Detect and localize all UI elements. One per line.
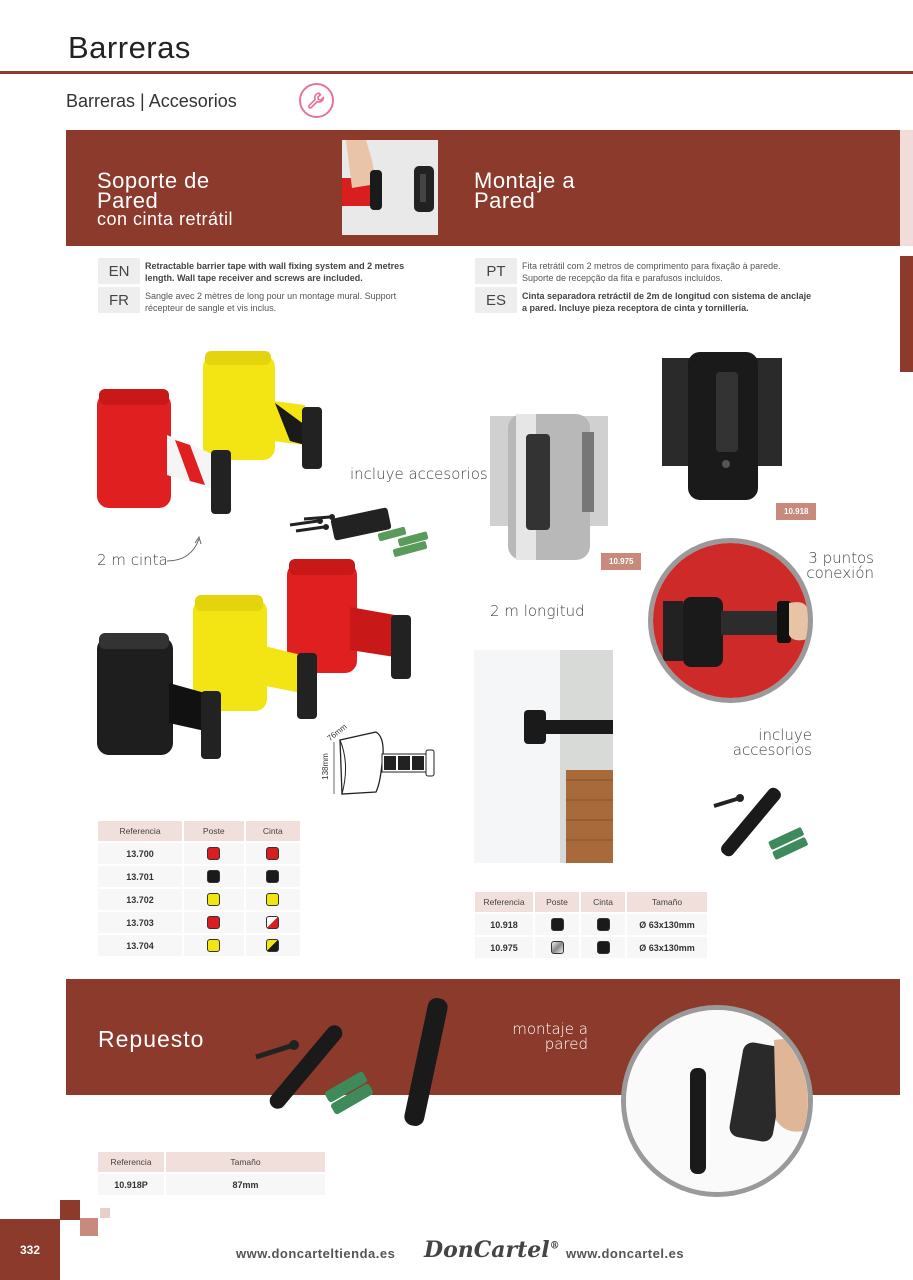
accessories-kit xyxy=(288,505,438,560)
logo-text: DonCartel xyxy=(424,1237,550,1263)
lang-code-en: EN xyxy=(98,258,140,284)
table-row xyxy=(98,866,300,887)
col-header-cinta: Cinta xyxy=(581,892,625,912)
size-cell: Ø 63x130mm xyxy=(627,914,707,935)
page-number: 332 xyxy=(0,1219,60,1280)
col-header-tamano: Tamaño xyxy=(166,1152,325,1172)
ref-cell: 10.918P xyxy=(98,1174,164,1195)
repuesto-table xyxy=(96,1150,327,1197)
color-swatch xyxy=(266,870,279,883)
col-header-referencia: Referencia xyxy=(475,892,533,912)
dim-width-label: 76mm xyxy=(325,722,349,743)
ref-cell: 13.701 xyxy=(98,866,182,887)
col-header-poste: Poste xyxy=(535,892,579,912)
banner-right-title-2: Pared xyxy=(474,188,536,213)
table-row xyxy=(475,937,707,958)
banner-left-title-2: Pared xyxy=(97,188,159,213)
repuesto-parts xyxy=(250,995,450,1130)
page-title: Barreras xyxy=(68,30,191,65)
color-swatch xyxy=(207,870,220,883)
product-tag-10975: 10.975 xyxy=(601,553,641,570)
decorative-squares xyxy=(60,1198,112,1240)
ref-cell: 13.703 xyxy=(98,912,182,933)
reference-table-1 xyxy=(96,819,302,958)
accessories-kit-2 xyxy=(710,778,815,866)
wrench-icon xyxy=(299,83,334,118)
col-header-referencia: Referencia xyxy=(98,821,182,841)
wall-barrier-units-top xyxy=(95,345,335,520)
lang-code-pt: PT xyxy=(475,258,517,284)
note-2m-longitud: 2 m longitud xyxy=(490,602,585,620)
note-2m-cinta: 2 m cinta xyxy=(97,551,168,569)
table-row xyxy=(98,912,300,933)
color-swatch xyxy=(207,847,220,860)
size-cell: 87mm xyxy=(166,1174,325,1195)
ref-cell: 13.704 xyxy=(98,935,182,956)
ref-cell: 13.702 xyxy=(98,889,182,910)
black-wall-unit-10918 xyxy=(660,350,784,502)
banner-right-title-1: Montaje a xyxy=(474,168,576,193)
breadcrumb: Barreras | Accesorios xyxy=(66,91,237,111)
color-swatch xyxy=(597,941,610,954)
color-swatch xyxy=(266,939,279,952)
color-swatch xyxy=(266,893,279,906)
lang-code-fr: FR xyxy=(98,287,140,313)
col-header-poste: Poste xyxy=(184,821,244,841)
ref-cell: 10.918 xyxy=(475,914,533,935)
note-montaje-pared: montaje a pared xyxy=(512,1020,588,1053)
connection-detail-photo xyxy=(648,538,813,703)
side-tab-light xyxy=(900,130,913,246)
table-row xyxy=(98,843,300,864)
color-swatch xyxy=(207,939,220,952)
color-swatch xyxy=(266,847,279,860)
footer-url-main[interactable]: www.doncartel.es xyxy=(566,1246,685,1261)
lang-code-es: ES xyxy=(475,287,517,313)
description-es: Cinta separadora retráctil de 2m de longitud con sistema de anclaje a pared. Incluye pieza receptora de cinta y tornillería. xyxy=(522,291,812,313)
reference-table-2 xyxy=(473,890,709,960)
note-incluye-accesorios: incluye accesorios xyxy=(350,465,488,483)
size-cell: Ø 63x130mm xyxy=(627,937,707,958)
color-swatch xyxy=(597,918,610,931)
side-tab-active xyxy=(900,256,913,372)
color-swatch xyxy=(551,918,564,931)
registered-mark: ® xyxy=(549,1240,560,1252)
chrome-wall-unit-10975 xyxy=(488,412,610,562)
color-swatch xyxy=(551,941,564,954)
description-pt: Fita retrátil com 2 metros de comprimento para fixação à parede. Suporte de recepção da fita e parafusos incluídos. xyxy=(522,261,781,283)
footer-url-tienda[interactable]: www.doncarteltienda.es xyxy=(236,1246,396,1261)
color-swatch xyxy=(266,916,279,929)
repuesto-title: Repuesto xyxy=(98,1026,205,1052)
table-row xyxy=(98,889,300,910)
banner-photo xyxy=(342,140,438,235)
title-divider xyxy=(0,71,913,74)
col-header-cinta: Cinta xyxy=(246,821,300,841)
color-swatch xyxy=(207,916,220,929)
table-row xyxy=(475,914,707,935)
table-row xyxy=(98,1174,325,1195)
description-en: Retractable barrier tape with wall fixing system and 2 metres length. Wall tape receiver and screws are included. xyxy=(145,261,405,283)
color-swatch xyxy=(207,893,220,906)
product-tag-10918: 10.918 xyxy=(776,503,816,520)
banner-left-subtitle: con cinta retrátil xyxy=(97,209,234,229)
description-fr: Sangle avec 2 mètres de long pour un montage mural. Support récepteur de sangle et vis inclus. xyxy=(145,291,397,313)
doncartel-logo xyxy=(424,1237,560,1263)
ref-cell: 13.700 xyxy=(98,843,182,864)
table-row xyxy=(98,935,300,956)
banner-left-title-1: Soporte de xyxy=(97,168,210,193)
ref-cell: 10.975 xyxy=(475,937,533,958)
col-header-referencia: Referencia xyxy=(98,1152,164,1172)
note-incluye-accesorios-2: incluye accesorios xyxy=(732,726,812,759)
mounting-detail-photo xyxy=(621,1005,813,1197)
col-header-tamano: Tamaño xyxy=(627,892,707,912)
installation-photo xyxy=(474,650,613,863)
note-3-puntos-conexion: 3 puntos conexión xyxy=(806,549,874,582)
dim-height-label: 138mm xyxy=(320,753,330,780)
